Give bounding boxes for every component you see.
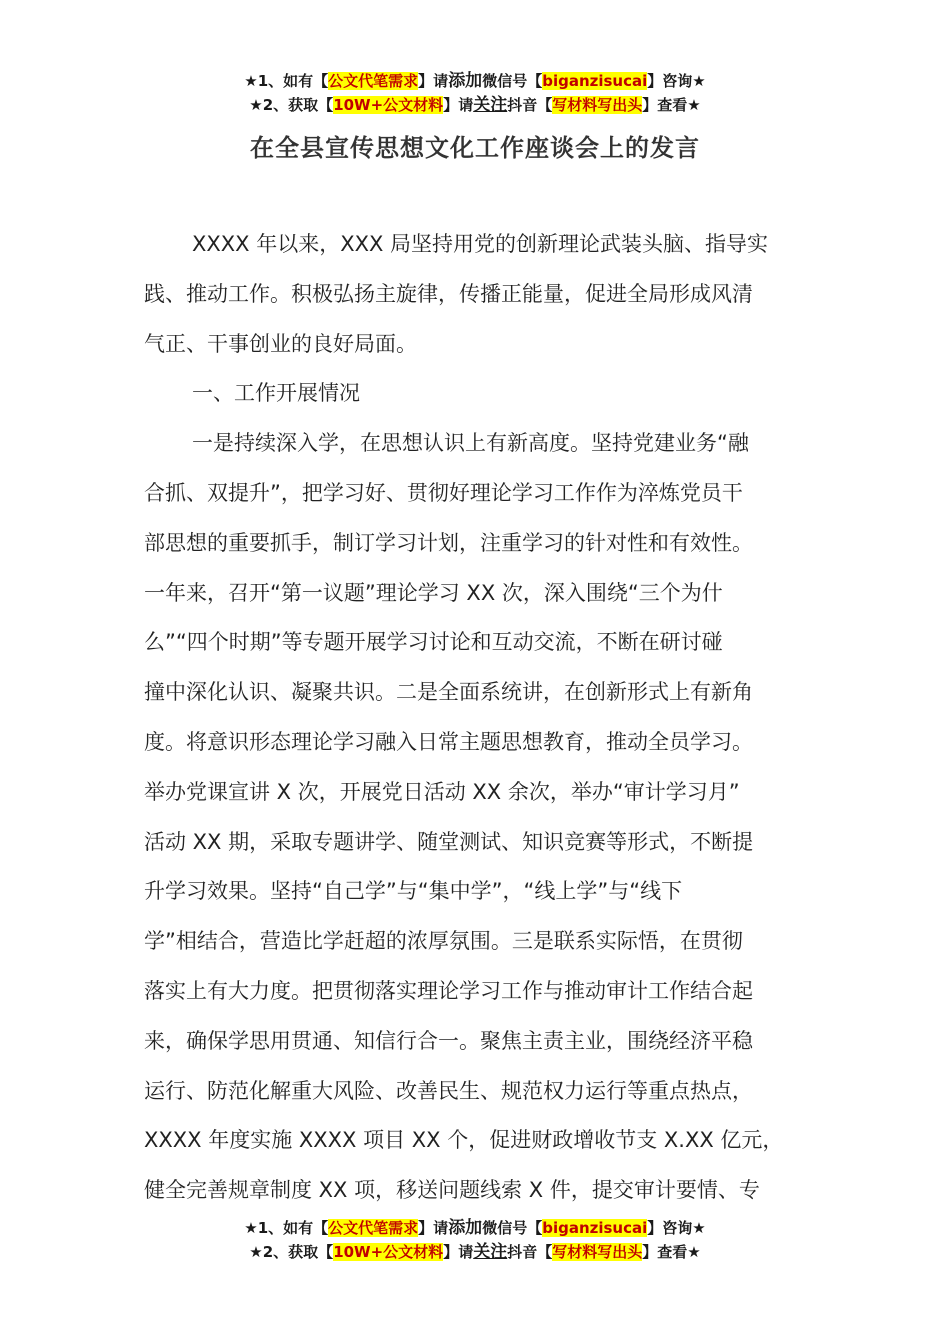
text-line: 升学习效果。坚持“自己学”与“集中学”，“线上学”与“线下 — [144, 879, 683, 904]
promo-wechat-id: biganzisucai — [542, 72, 648, 90]
text-line: 一年来，召开“第一议题”理论学习 XX 次，深入围绕“三个为什 — [144, 580, 723, 605]
promo-text: 微信号【 — [482, 72, 543, 90]
promo-douyin-id: 写材料写出头 — [552, 96, 643, 114]
promo-text: ★1、如有【 — [244, 72, 329, 90]
text-line: 部思想的重要抓手，制订学习计划，注重学习的针对性和有效性。 — [144, 530, 753, 555]
promo-text: 】查看★ — [642, 96, 701, 114]
promo-text: 】查看★ — [642, 1243, 701, 1261]
promo-text: 】咨询★ — [647, 72, 706, 90]
paragraph-work — [144, 419, 806, 1216]
text-line: 落实上有大力度。把贯彻落实理论学习工作与推动审计工作结合起 — [144, 978, 753, 1003]
text-line: 么”“四个时期”等专题开展学习讨论和互动交流，不断在研讨碰 — [144, 630, 723, 655]
text-line: 度。将意识形态理论学习融入日常主题思想教育，推动全员学习。 — [144, 729, 753, 754]
promo-emphasis: 关注 — [473, 95, 508, 115]
bottom-promo-banner — [0, 1216, 950, 1264]
promo-text: 】请 — [443, 96, 474, 114]
document-title: 在全县宣传思想文化工作座谈会上的发言 — [250, 134, 700, 162]
promo-text: 】请 — [418, 72, 449, 90]
promo-line-1 — [0, 1216, 950, 1240]
text-line: 气正、干事创业的良好局面。 — [144, 331, 417, 356]
promo-line-2 — [0, 93, 950, 117]
promo-text: ★2、获取【 — [249, 96, 334, 114]
text-line: XXXX 年以来，XXX 局坚持用党的创新理论武装头脑、指导实 — [192, 232, 769, 256]
text-line: 活动 XX 期，采取专题讲学、随堂测试、知识竞赛等形式，不断提 — [144, 829, 754, 854]
promo-text: 抖音【 — [507, 1243, 553, 1261]
text-line: 健全完善规章制度 XX 项，移送问题线索 X 件，提交审计要情、专 — [144, 1178, 760, 1203]
promo-emphasis: 添加 — [448, 1218, 483, 1238]
promo-highlight: 10W+公文材料 — [333, 1243, 444, 1261]
promo-wechat-id: biganzisucai — [542, 1219, 648, 1237]
promo-highlight: 10W+公文材料 — [333, 96, 444, 114]
text-line: 学”相结合，营造比学赶超的浓厚氛围。三是联系实际悟，在贯彻 — [144, 929, 743, 954]
promo-text: 】请 — [443, 1243, 474, 1261]
text-line: 一是持续深入学，在思想认识上有新高度。坚持党建业务“融 — [192, 431, 749, 456]
promo-text: 抖音【 — [507, 96, 553, 114]
promo-highlight: 公文代笔需求 — [328, 1219, 419, 1237]
text-line: 合抓、双提升”，把学习好、贯彻好理论学习工作作为淬炼党员干 — [144, 480, 743, 505]
text-line: XXXX 年度实施 XXXX 项目 XX 个，促进财政增收节支 X.XX 亿元， — [144, 1128, 784, 1153]
promo-emphasis: 添加 — [448, 71, 483, 91]
promo-douyin-id: 写材料写出头 — [552, 1243, 643, 1261]
text-line: 运行、防范化解重大风险、改善民生、规范权力运行等重点热点， — [144, 1078, 753, 1103]
promo-highlight: 公文代笔需求 — [328, 72, 419, 90]
promo-text: 】咨询★ — [647, 1219, 706, 1237]
top-promo-banner — [0, 69, 950, 117]
promo-emphasis: 关注 — [473, 1242, 508, 1262]
text-line: 践、推动工作。积极弘扬主旋律，传播正能量，促进全局形成风清 — [144, 281, 753, 306]
text-line: 举办党课宣讲 X 次，开展党日活动 XX 余次，举办“审计学习月” — [144, 779, 740, 804]
promo-line-2 — [0, 1240, 950, 1264]
text-line: 来，确保学思用贯通、知信行合一。聚焦主责主业，围绕经济平稳 — [144, 1028, 753, 1053]
promo-text: 微信号【 — [482, 1219, 543, 1237]
promo-text: ★2、获取【 — [249, 1243, 334, 1261]
document-body — [144, 220, 806, 1216]
section-heading: 一、工作开展情况 — [192, 381, 360, 406]
paragraph-intro — [144, 220, 806, 369]
promo-text: ★1、如有【 — [244, 1219, 329, 1237]
promo-text: 】请 — [418, 1219, 449, 1237]
text-line: 撞中深化认识、凝聚共识。二是全面系统讲，在创新形式上有新角 — [144, 680, 753, 705]
promo-line-1 — [0, 69, 950, 93]
